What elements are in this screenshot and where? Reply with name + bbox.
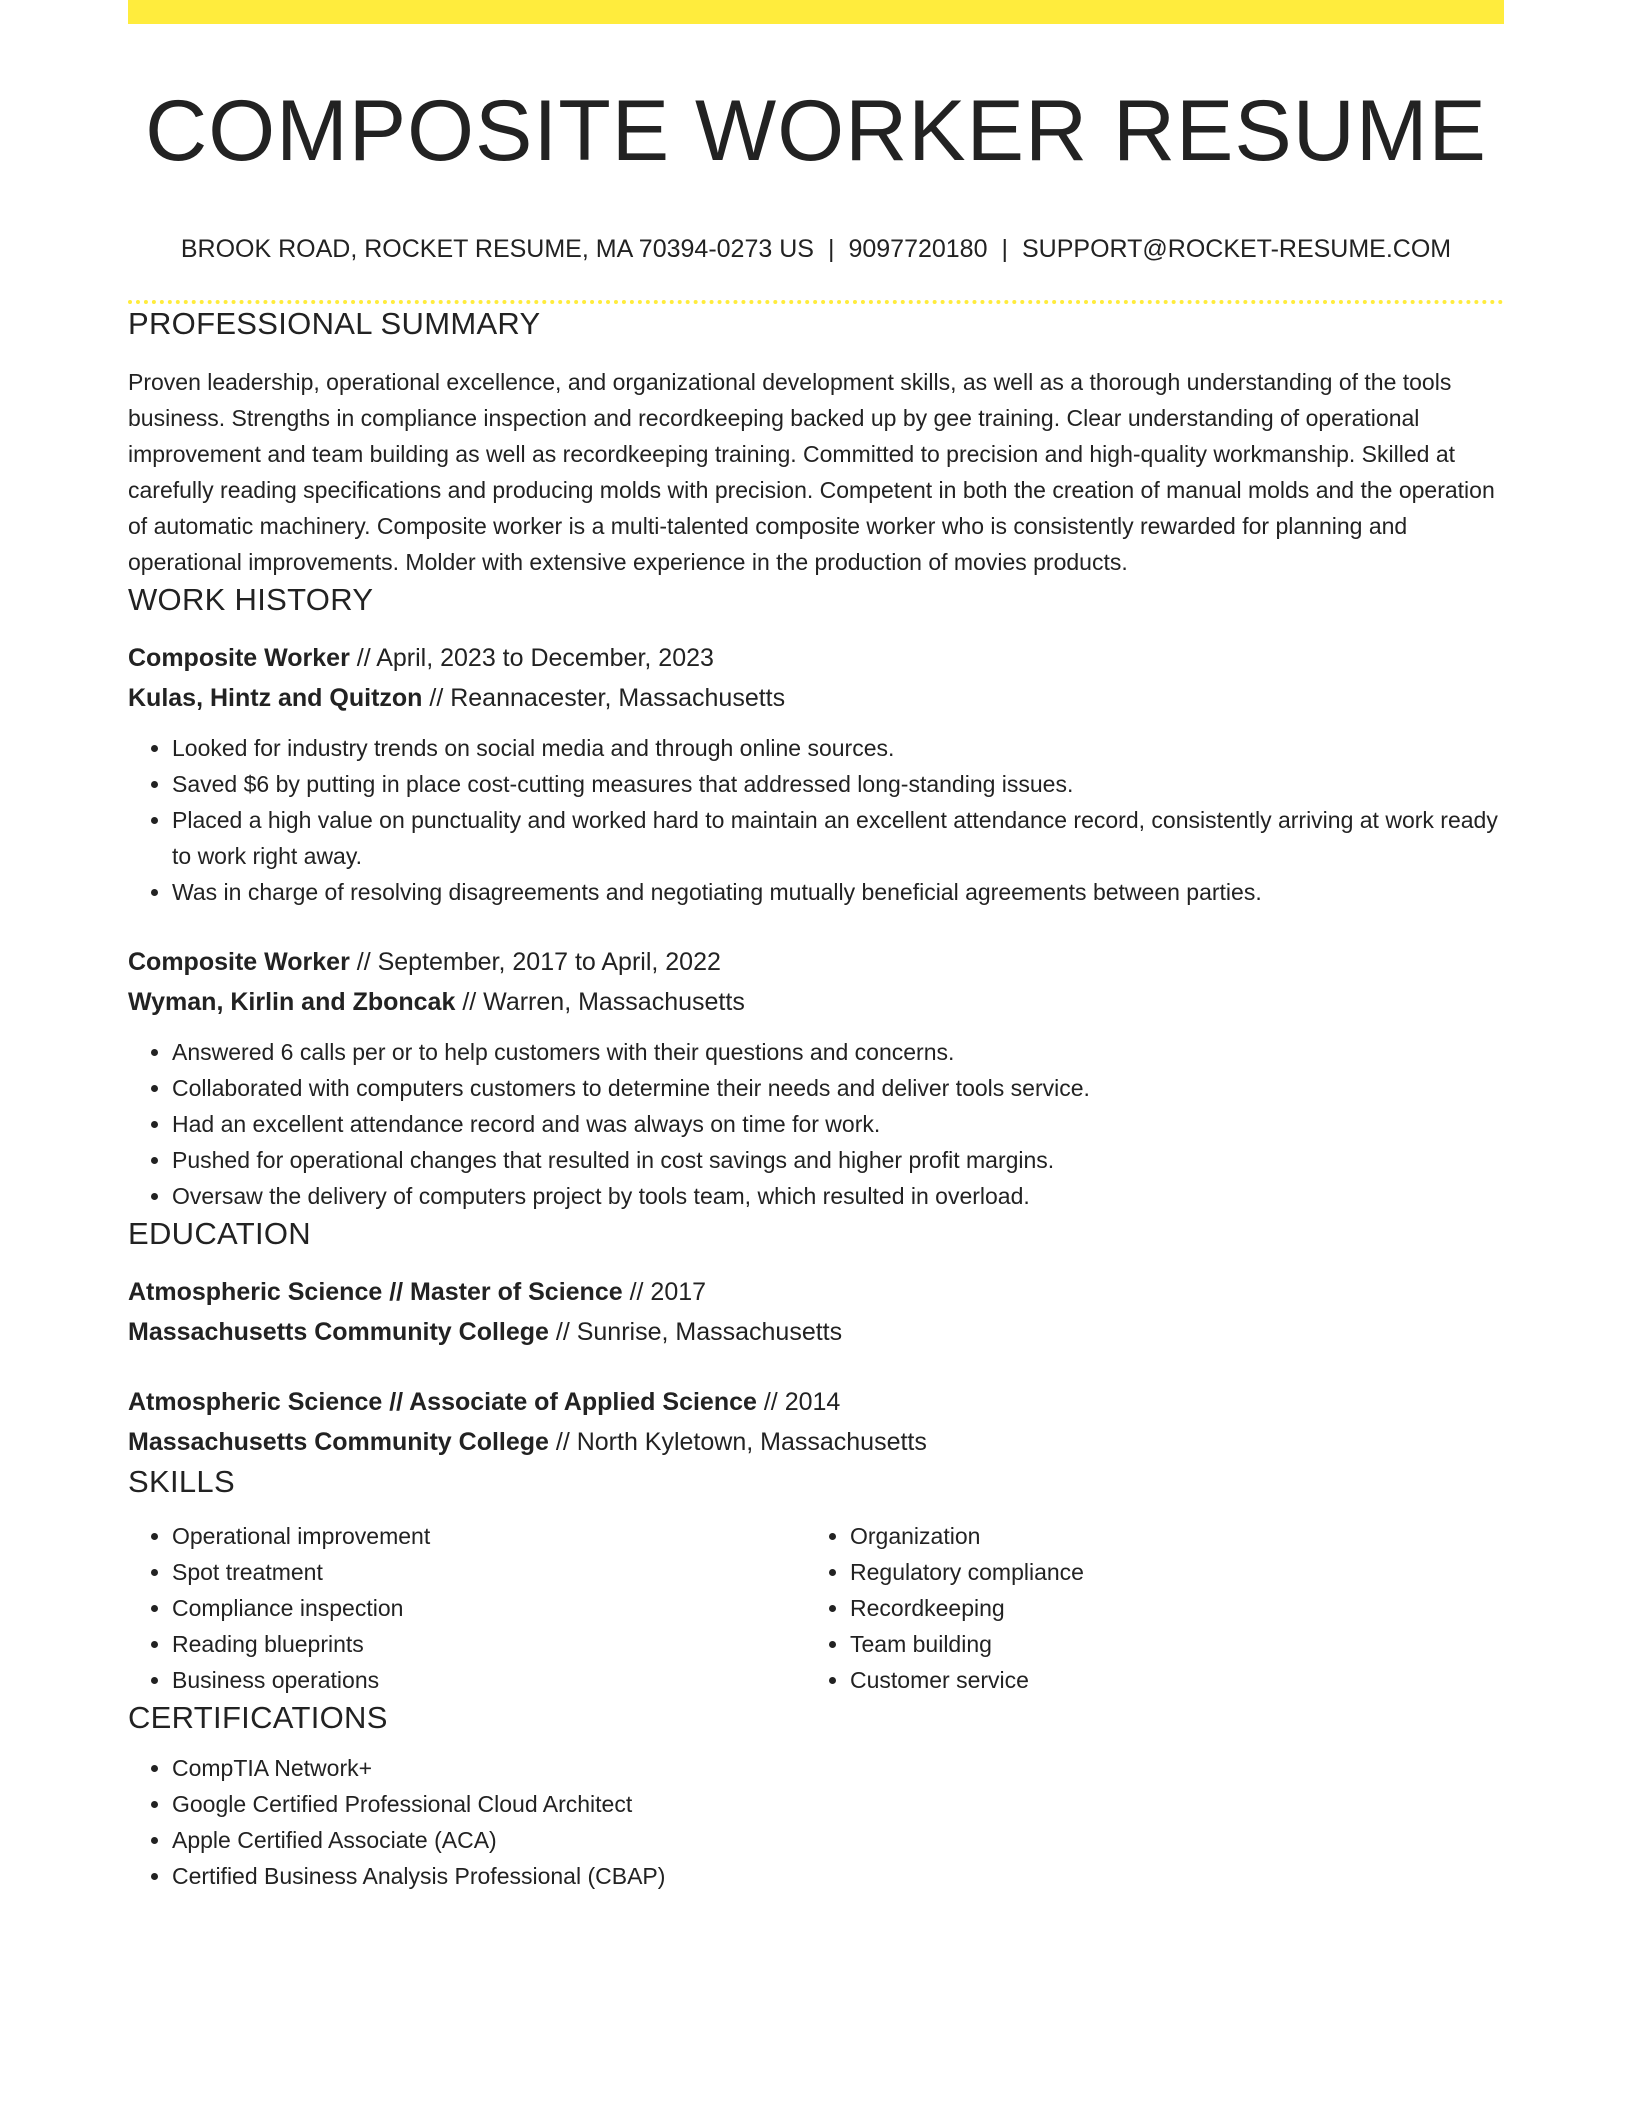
job-title: Composite Worker: [128, 644, 350, 672]
certifications-heading: CERTIFICATIONS: [128, 1700, 388, 1735]
list-item: • Saved $6 by putting in place cost-cutting measures that addressed long-standing issues.: [172, 766, 1504, 802]
list-item: • Spot treatment: [172, 1554, 806, 1590]
list-item: • Apple Certified Associate (ACA): [172, 1822, 1504, 1858]
skills-grid: [128, 1518, 1504, 1698]
list-item: • Pushed for operational changes that resulted in cost savings and higher profit margins.: [172, 1142, 1504, 1178]
list-item: • Business operations: [172, 1662, 806, 1698]
job-title-line: [128, 942, 1504, 982]
list-item: • Oversaw the delivery of computers project by tools team, which resulted in overload.: [172, 1178, 1504, 1214]
education-heading: EDUCATION: [128, 1216, 311, 1251]
list-item: • Answered 6 calls per or to help customers with their questions and concerns.: [172, 1034, 1504, 1070]
list-item: • Regulatory compliance: [850, 1554, 1484, 1590]
school-location: // Sunrise, Massachusetts: [548, 1318, 843, 1346]
job-bullets: [128, 1034, 1504, 1214]
job-entry: [128, 942, 1504, 1214]
list-item: • Team building: [850, 1626, 1484, 1662]
job-location: // Reannacester, Massachusetts: [422, 684, 786, 712]
work-history-heading: WORK HISTORY: [128, 582, 374, 617]
list-item: • Looked for industry trends on social media and through online sources.: [172, 730, 1504, 766]
resume-content: [128, 0, 1504, 1894]
resume-title: COMPOSITE WORKER RESUME: [145, 83, 1487, 179]
job-dates: // April, 2023 to December, 2023: [349, 644, 714, 672]
summary-text: Proven leadership, operational excellence, and organizational development skills, as well as a thorough understanding of the tools business. Strengths in compliance inspection and recordkeeping backed up by gee training. Clear understanding of operational improvement and team building as well as recordkeeping training. Committed to precision and high-quality workmanship. Skilled at carefully reading specifications and producing molds with precision. Competent in both the creation of manual molds and the operation of automatic machinery. Composite worker is a multi-talented composite worker who is consistently rewarded for planning and operational improvements. Molder with extensive experience in the production of movies products.: [128, 369, 1495, 575]
list-item: • Had an excellent attendance record and was always on time for work.: [172, 1106, 1504, 1142]
list-item: • Recordkeeping: [850, 1590, 1484, 1626]
contact-separator: |: [827, 235, 835, 263]
contact-address: BROOK ROAD, ROCKET RESUME, MA 70394-0273 US: [180, 235, 814, 263]
job-company: Wyman, Kirlin and Zboncak: [128, 988, 456, 1016]
degree: Atmospheric Science // Master of Science: [128, 1278, 623, 1306]
education-entry: [128, 1272, 1504, 1352]
degree-line: [128, 1272, 1504, 1312]
list-item: • Was in charge of resolving disagreements and negotiating mutually beneficial agreements between parties.: [172, 874, 1504, 910]
job-title-line: [128, 638, 1504, 678]
job-bullets: [128, 730, 1504, 910]
job-entry: [128, 638, 1504, 910]
job-location: // Warren, Massachusetts: [455, 988, 745, 1016]
summary-heading: PROFESSIONAL SUMMARY: [128, 306, 541, 341]
school: Massachusetts Community College: [128, 1318, 549, 1346]
school-location: // North Kyletown, Massachusetts: [548, 1428, 927, 1456]
contact-email: SUPPORT@ROCKET-RESUME.COM: [1022, 235, 1452, 263]
list-item: • Compliance inspection: [172, 1590, 806, 1626]
list-item: • CompTIA Network+: [172, 1750, 1504, 1786]
contact-line: [128, 234, 1504, 264]
list-item: • Google Certified Professional Cloud Architect: [172, 1786, 1504, 1822]
contact-phone: 9097720180: [848, 235, 988, 263]
list-item: • Customer service: [850, 1662, 1484, 1698]
contact-separator: |: [1001, 235, 1008, 263]
job-company: Kulas, Hintz and Quitzon: [128, 684, 423, 712]
degree-year: // 2014: [756, 1388, 841, 1416]
skills-heading: SKILLS: [128, 1464, 235, 1499]
education-entry: [128, 1382, 1504, 1462]
degree-year: // 2017: [622, 1278, 707, 1306]
school: Massachusetts Community College: [128, 1428, 549, 1456]
degree: Atmospheric Science // Associate of Applied Science: [128, 1388, 757, 1416]
job-title: Composite Worker: [128, 948, 350, 976]
certifications-list: [128, 1750, 1504, 1894]
degree-line: [128, 1382, 1504, 1422]
list-item: • Placed a high value on punctuality and worked hard to maintain an excellent attendance record, consistently arriving at work ready to work right away.: [172, 802, 1504, 874]
school-line: [128, 1312, 1504, 1352]
job-company-line: [128, 678, 1504, 718]
list-item: • Reading blueprints: [172, 1626, 806, 1662]
skills-column-right: [806, 1518, 1484, 1698]
school-line: [128, 1422, 1504, 1462]
skills-column-left: [128, 1518, 806, 1698]
list-item: • Organization: [850, 1518, 1484, 1554]
list-item: • Operational improvement: [172, 1518, 806, 1554]
job-company-line: [128, 982, 1504, 1022]
list-item: • Collaborated with computers customers to determine their needs and deliver tools service.: [172, 1070, 1504, 1106]
list-item: • Certified Business Analysis Professional (CBAP): [172, 1858, 1504, 1894]
job-dates: // September, 2017 to April, 2022: [349, 948, 721, 976]
